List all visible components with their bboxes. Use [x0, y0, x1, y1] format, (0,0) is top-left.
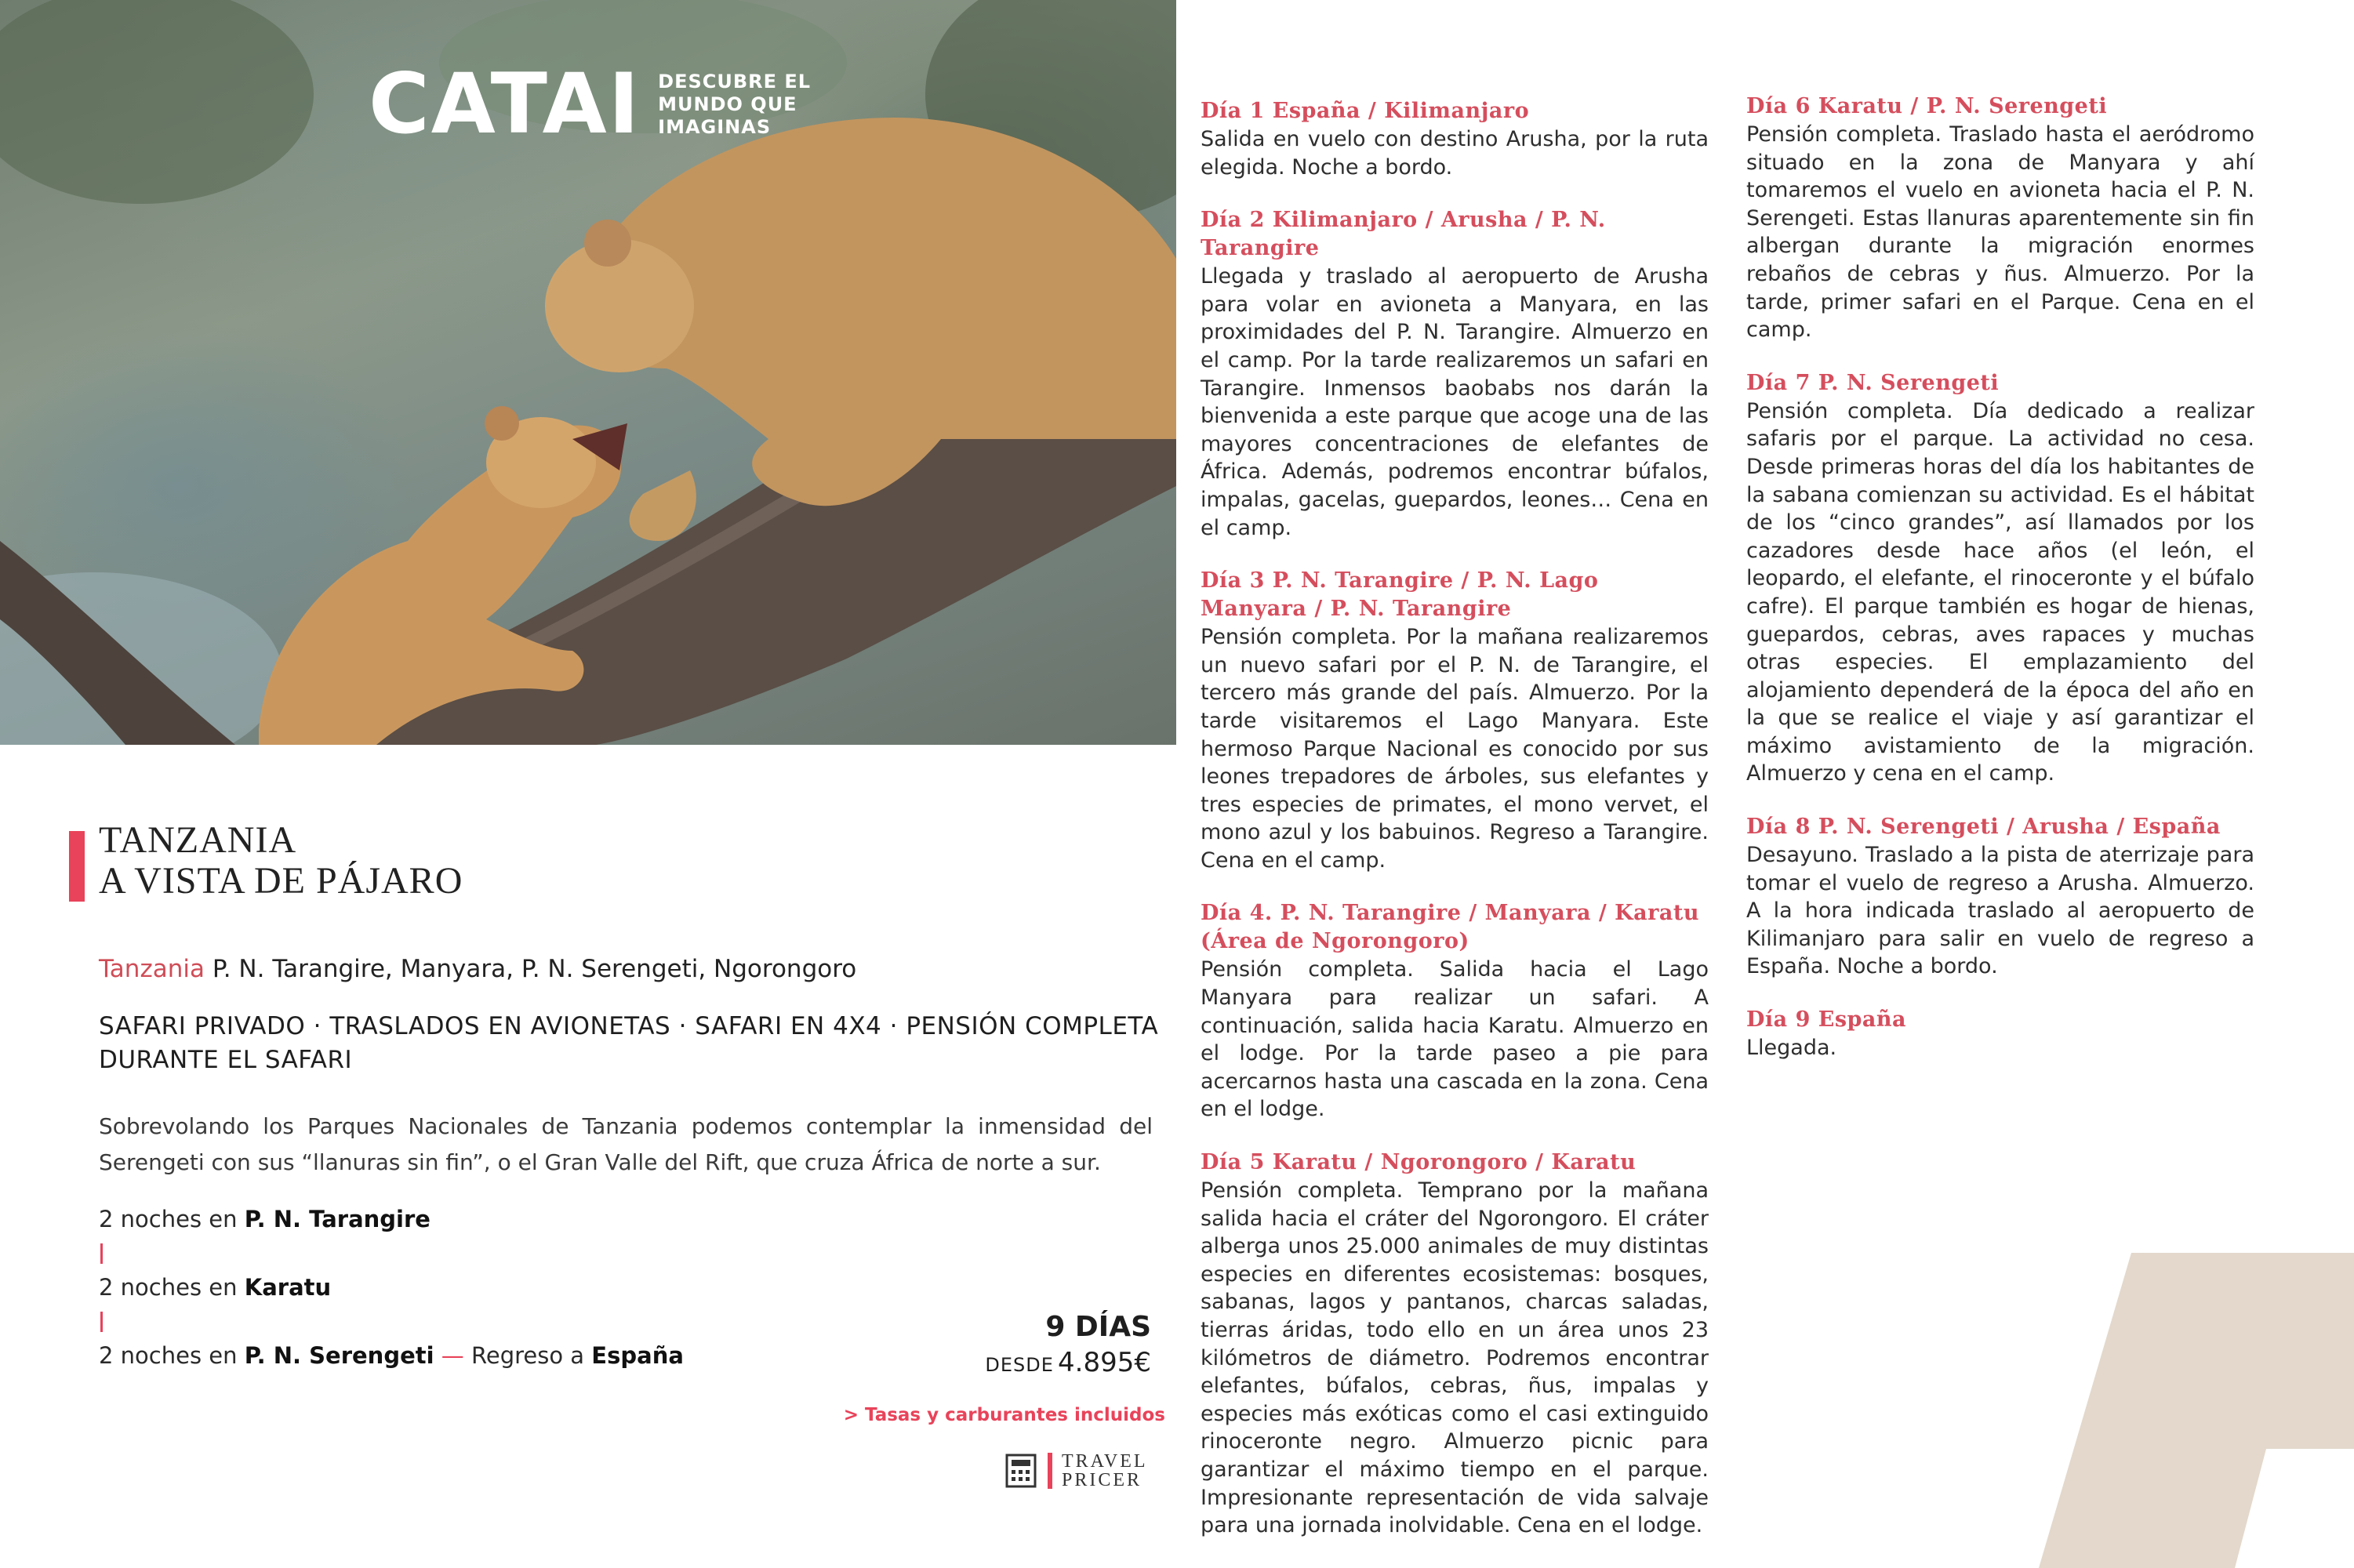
stay-item: 2 noches en P. N. Tarangire [99, 1206, 430, 1232]
brand-logo [369, 56, 812, 152]
trip-title: TANZANIA A VISTA DE PÁJARO [99, 819, 463, 902]
itinerary-day [1746, 93, 2254, 344]
itinerary-day [1201, 567, 1709, 874]
itinerary-day [1201, 206, 1709, 542]
day-text: Desayuno. Traslado a la pista de aterrizaje para tomar el vuelo de regreso a Arusha. Almuerzo. A la hora indicada traslado al aeropuerto de Kilimanjaro para salir en vuelo de regreso a España. Noche a bordo. [1746, 843, 2254, 979]
calculator-icon [1005, 1454, 1037, 1488]
trip-route [99, 955, 856, 983]
day-text: Llegada y traslado al aeropuerto de Arusha para volar en avioneta a Manyara, en las proximidades del P. N. Tarangire. Almuerzo en el camp. Por la tarde realizaremos un safari en Tarangire. Inmensos baobabs nos darán la bienvenida a este parque que acoge una de las mayores concentraciones de elefantes de África. Además, podremos encontrar búfalos, impalas, gacelas, guepardos, leones… Cena en el camp. [1201, 264, 1709, 540]
trip-places: P. N. Tarangire, Manyara, P. N. Serengeti, Ngorongoro [212, 955, 857, 983]
hero-photo [0, 0, 1176, 745]
day-title: Día 9 España [1746, 1007, 1907, 1033]
day-title: Día 3 P. N. Tarangire / P. N. Lago Manyara / P. N. Tarangire [1201, 568, 1599, 622]
day-text: Pensión completa. Día dedicado a realizar safaris por el parque. La actividad no cesa. Desde primeras horas del día los habitantes de la sabana comienzan su actividad. Es el hábitat de los “cinco grandes”, así llamados por los cazadores desde hace años (el león, el leopardo, el elefante, el rinoceronte y el búfalo cafre). El parque también es hogar de hienas, guepardos, cebras, aves rapaces y muchas otras especies. El emplazamiento del alojamiento dependerá de la época del año en la que se realice el viaje y así garantizar el máximo avistamiento de la migración. Almuerzo y cena en el camp. [1746, 398, 2254, 786]
taxes-note[interactable]: > Tasas y carburantes incluidos [843, 1405, 1165, 1425]
day-text: Salida en vuelo con destino Arusha, por la ruta elegida. Noche a bordo. [1201, 127, 1709, 180]
price-amount: 4.895€ [1058, 1347, 1151, 1378]
day-title: Día 5 Karatu / Ngorongoro / Karatu [1201, 1150, 1637, 1175]
stays-list [99, 1206, 684, 1369]
day-text: Llegada. [1746, 1036, 1837, 1061]
trip-intro: Sobrevolando los Parques Nacionales de Tanzania podemos contemplar la inmensidad del Serengeti con sus “llanuras sin fin”, o el Gran Valle del Rift, que cruza África de norte a sur. [99, 1113, 1153, 1175]
trip-features: SAFARI PRIVADO · TRASLADOS EN AVIONETAS · SAFARI EN 4X4 · PENSIÓN COMPLETA DURANTE EL SAFARI [99, 1012, 1159, 1074]
trip-country: Tanzania [99, 955, 205, 983]
stay-item: 2 noches en Karatu [99, 1274, 332, 1301]
itinerary-day [1201, 899, 1709, 1123]
trip-price [985, 1347, 1151, 1378]
itinerary-day [1746, 369, 2254, 788]
title-accent-bar [69, 831, 85, 902]
itinerary-day [1201, 97, 1709, 181]
day-title: Día 2 Kilimanjaro / Arusha / P. N. Tarangire [1201, 208, 1606, 261]
brand-tagline: DESCUBRE EL MUNDO QUE IMAGINAS [658, 70, 812, 138]
travel-pricer-logo: TRAVEL PRICER [1005, 1452, 1148, 1490]
price-from-label: DESDE [985, 1354, 1054, 1376]
day-title: Día 4. P. N. Tarangire / Manyara / Karatu (Área de Ngorongoro) [1201, 901, 1699, 954]
itinerary-day [1201, 1149, 1709, 1540]
stay-item: 2 noches en P. N. Serengeti — Regreso a España [99, 1342, 684, 1369]
stay-separator [99, 1232, 684, 1274]
itinerary-day [1746, 813, 2254, 981]
trip-duration: 9 DÍAS [1045, 1311, 1151, 1343]
day-text: Pensión completa. Temprano por la mañana salida hacia el cráter del Ngorongoro. El cráter alberga unos 25.000 animales de muy distintas especies en diferentes ecosistemas: bosques, sabanas, lagos y pantanos, charcas saladas, tierras áridas, todo ello en un área unos 23 kilómetros de diámetro. Podremos encontrar elefantes, búfalos, cebras, ñus, impalas y especies más exóticas como el casi extinguido rinoceronte negro. Almuerzo picnic para garantizar el máximo tiempo en el parque. Impresionante representación de vida salvaje para una jornada inolvidable. Cena en el lodge. [1201, 1178, 1709, 1538]
day-title: Día 8 P. N. Serengeti / Arusha / España [1746, 815, 2221, 840]
day-text: Pensión completa. Por la mañana realizaremos un nuevo safari por el P. N. de Tarangire, el tercero más grande del país. Almuerzo. Por la tarde visitaremos el Lago Manyara. Este hermoso Parque Nacional es conocido por sus leones trepadores de árboles, sus elefantes y tres especies de primates, el mono vervet, el mono azul y los babuinos. Regreso a Tarangire. Cena en el camp. [1201, 625, 1709, 873]
itinerary-column-1 [1201, 97, 1709, 1565]
brand-name: CATAI [369, 56, 641, 152]
day-title: Día 7 P. N. Serengeti [1746, 370, 2000, 395]
day-text: Pensión completa. Salida hacia el Lago Manyara para realizar un safari. A continuación, salida hacia Karatu. Almuerzo en el lodge. Por la tarde paseo a pie para acercarnos hasta una cascada en la zona. Cena en el lodge. [1201, 957, 1709, 1122]
itinerary-column-2 [1746, 93, 2254, 1087]
itinerary-day [1746, 1006, 2254, 1062]
day-text: Pensión completa. Traslado hasta el aeródromo situado en la zona de Manyara y ahí tomaremos el vuelo en avioneta hacia el P. N. Serengeti. Estas llanuras aparentemente sin fin albergan durante la migración enormes rebaños de cebras y ñus. Almuerzo. Por la tarde, primer safari en el Parque. Cena en el camp. [1746, 122, 2254, 343]
decorative-corner-shape [2039, 1253, 2354, 1568]
day-title: Día 6 Karatu / P. N. Serengeti [1746, 94, 2108, 118]
stay-separator [99, 1301, 684, 1342]
day-title: Día 1 España / Kilimanjaro [1201, 99, 1530, 123]
